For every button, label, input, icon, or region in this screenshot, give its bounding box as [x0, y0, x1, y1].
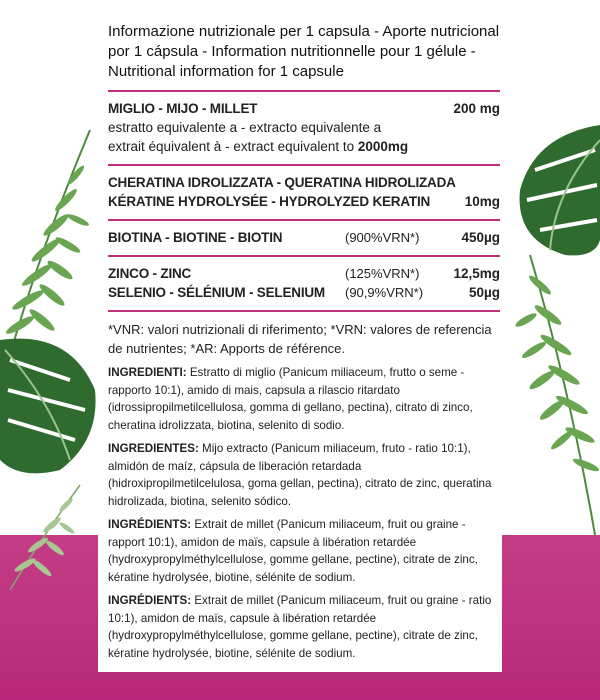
millet-block [108, 92, 500, 164]
biotin-amount: 450µg [461, 230, 500, 245]
millet-amount: 200 mg [453, 101, 500, 116]
selenium-vrn: (90,9%VRN*) [345, 285, 424, 300]
fern-leaf-icon [0, 480, 90, 590]
zinc-amount: 12,5mg [453, 266, 500, 281]
fern-leaf-icon [510, 250, 600, 540]
millet-desc-line2: extrait équivalent à - extract equivalent to 2000mg [108, 139, 409, 154]
keratin-amount: 10mg [464, 194, 500, 209]
minerals-block [108, 257, 500, 310]
millet-equivalent-amount: 2000mg [357, 139, 409, 154]
ingredients-es: INGREDIENTES: Mijo extracto (Panicum miliaceum, fruto - ratio 10:1), almidón de maíz, cápsula de liberación retardada (hidroxipropilmetilcelulosa, goma gellan, pectina), citrato de zinc, queratina hidrolizada, biotina, selenito sódico. [108, 442, 492, 508]
nutrition-content [108, 22, 500, 668]
keratin-block [108, 166, 500, 219]
selenium-amount: 50µg [468, 285, 500, 300]
biotin-block [108, 221, 500, 255]
vrn-footnote: *VNR: valori nutrizionali di riferimento; *VRN: valores de referencia de nutrientes; *AR: Apports de référence. [108, 322, 492, 356]
keratin-name-line2: KÉRATINE HYDROLYSÉE - HYDROLYZED KERATIN [108, 194, 431, 209]
monstera-leaf-icon [505, 120, 600, 260]
selenium-name: SELENIO - SÉLÉNIUM - SELENIUM [108, 285, 325, 300]
biotin-name: BIOTINA - BIOTINE - BIOTIN [108, 230, 283, 245]
ingredients-fr: INGRÉDIENTS: Extrait de millet (Panicum miliaceum, fruit ou graine - rapport 10:1), amidon de maïs, capsule à libération retardée (hydroxypropylméthylcellulose, gomme gellane, pectine), citrate de zinc, kératine hydrolysée, biotine, sélénite de sodium. [108, 518, 478, 584]
zinc-name: ZINCO - ZINC [108, 266, 192, 281]
ingredients-fr-2: INGRÉDIENTS: Extrait de millet (Panicum miliaceum, fruit ou graine - ratio 10:1), amidon de maïs, capsule à libération retardée (hydroxypropylméthylcellulose, gomme gellane, pectine), citrate de zinc, kératine hydrolysée, biotine, sélénite de sodium. [108, 594, 492, 660]
ingredients-it: INGREDIENTI: Estratto di miglio (Panicum miliaceum, frutto o seme - rapporto 10:1), amido di mais, capsula a rilascio ritardato (idrossipropilmetilcellulosa, gomma di gellano, pectina), citrato di zinco, cheratina idrolizzata, biotina, selenito di sodio. [108, 366, 473, 432]
zinc-vrn: (125%VRN*) [345, 266, 420, 281]
nutrition-header: Informazione nutrizionale per 1 capsula - Aporte nutricional por 1 cápsula - Information nutritionnelle pour 1 gélule - Nutritional information for 1 capsule [108, 23, 500, 80]
biotin-vrn: (900%VRN*) [345, 230, 420, 245]
millet-desc-line1: estratto equivalente a - extracto equivalente a [108, 120, 382, 135]
keratin-name-line1: CHERATINA IDROLIZZATA - QUERATINA HIDROLIZADA [108, 175, 456, 190]
millet-name: MIGLIO - MIJO - MILLET [108, 101, 258, 116]
monstera-leaf-icon [0, 320, 100, 480]
